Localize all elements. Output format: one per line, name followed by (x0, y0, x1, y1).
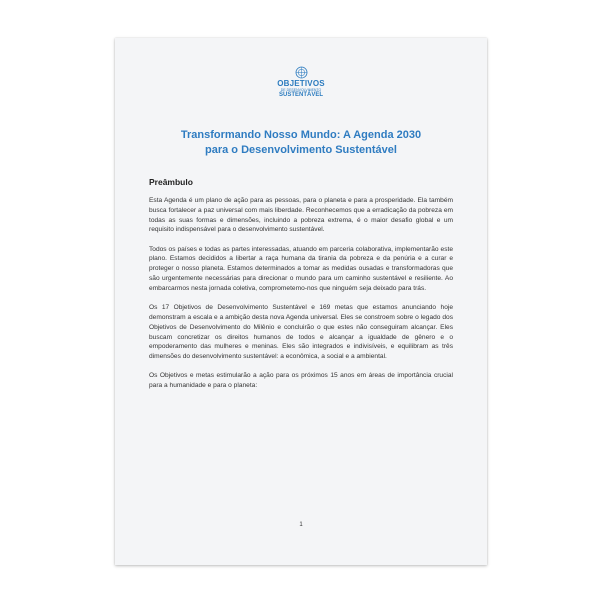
document-page (115, 38, 487, 565)
paragraph: Os 17 Objetivos de Desenvolvimento Sustentável e 169 metas que estamos anunciando hoje demonstram a escala e a ambição desta nova Agenda universal. Eles se constroem sobre o legado dos Objetivos de Desenvolvimento do Milênio e concluirão o que estes não conseguiram alcançar. Eles buscam concretizar os direitos humanos de todos e alcançar a igualdade de gênero e o empoderamento das mulheres e meninas. Eles são integrados e indivisíveis, e equilibram as três dimensões do desenvolvimento sustentável: a econômica, a social e a ambiental. (149, 304, 453, 361)
page-number: 1 (299, 522, 303, 528)
title-line-1: Transformando Nosso Mundo: A Agenda 2030 (180, 129, 422, 141)
logo-line-1: OBJETIVOS (277, 79, 325, 88)
body-text (149, 196, 453, 401)
paragraph: Os Objetivos e metas estimularão a ação para os próximos 15 anos em áreas de importância crucial para a humanidade e para o planeta: (149, 372, 453, 390)
document-title (115, 128, 487, 158)
paragraph: Todos os países e todas as partes interessadas, atuando em parceria colaborativa, implementarão este plano. Estamos decididos a libertar a raça humana da tirania da pobreza e da penúria e a curar e proteger o nosso planeta. Estamos determinados a tomar as medidas ousadas e transformadoras que são urgentemente necessárias para direcionar o mundo para um caminho sustentável e resiliente. Ao embarcarmos nesta jornada coletiva, comprometemo-nos que ninguém seja deixado para trás. (149, 245, 453, 292)
section-heading: Preâmbulo (149, 177, 193, 187)
title-line-2: para o Desenvolvimento Sustentável (205, 144, 397, 156)
paragraph: Esta Agenda é um plano de ação para as pessoas, para o planeta e para a prosperidade. Ela também busca fortalecer a paz universal com mais liberdade. Reconhecemos que a erradicação da pobreza em todas as suas formas e dimensões, incluindo a pobreza extrema, é o maior desafio global e um requisito indispensável para o desenvolvimento sustentável. (149, 197, 453, 234)
un-emblem-icon (295, 66, 308, 79)
sdg-logo (115, 66, 487, 98)
logo-line-2: DE DESENVOLVIMENTO (280, 88, 322, 92)
logo-line-3: SUSTENTÁVEL (278, 92, 323, 98)
